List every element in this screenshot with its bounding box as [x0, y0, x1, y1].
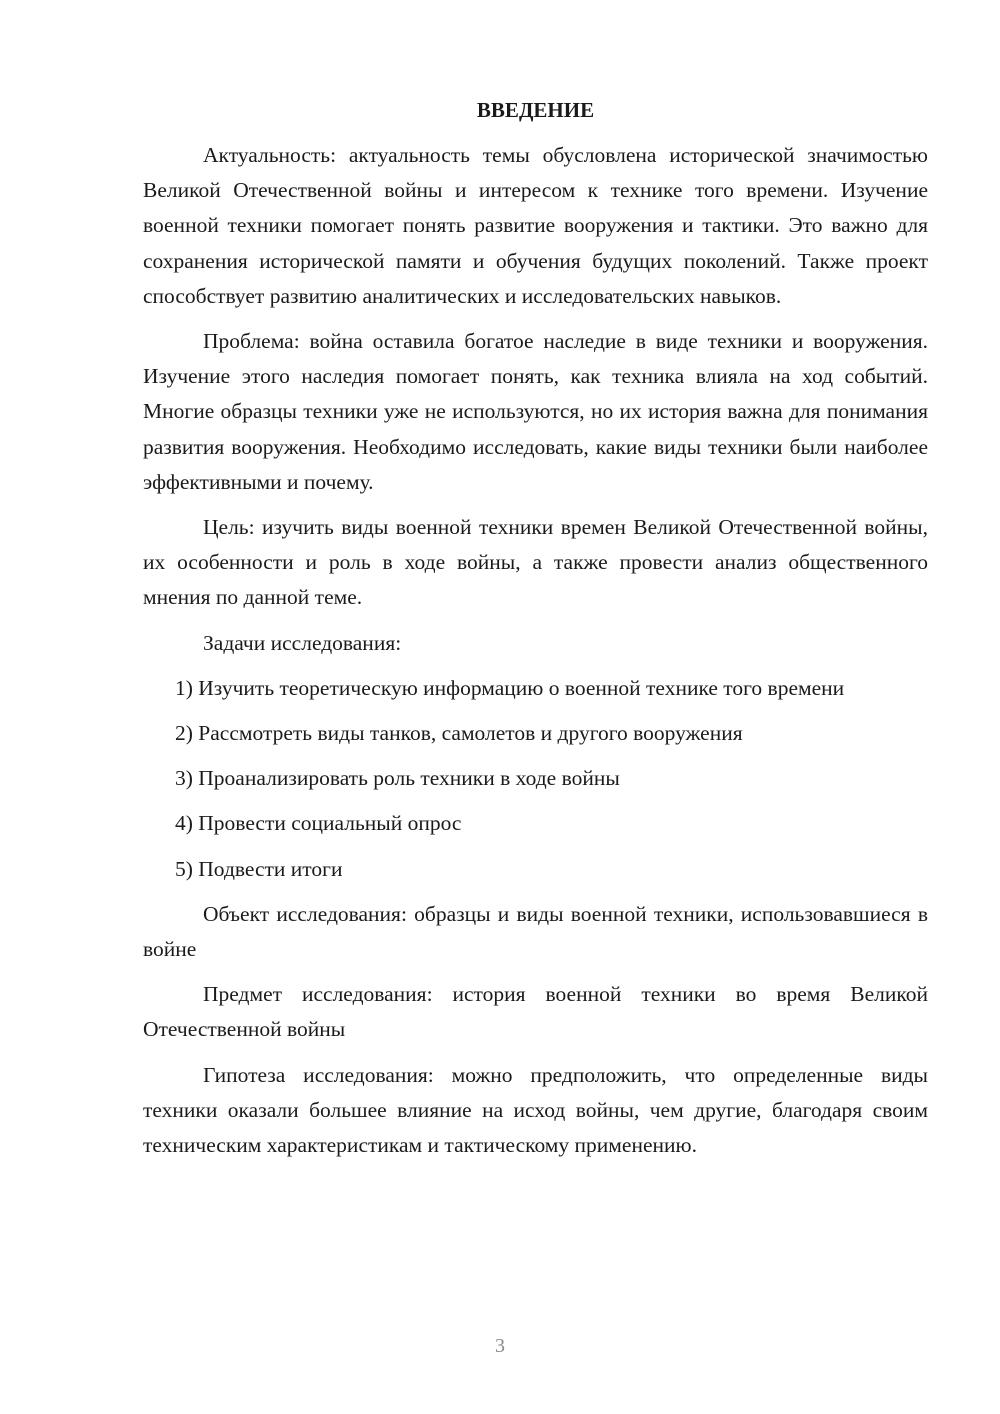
task-item: 2) Рассмотреть виды танков, самолетов и другого вооружения	[175, 721, 743, 746]
problem-paragraph: Проблема: война оставила богатое наследие в виде техники и вооружения. Изучение этого наследия помогает понять, как техника влияла на ход событий. Многие образцы техники уже не используются, но их история важна для понимания развития вооружения. Необходимо исследовать, какие виды техники были наиболее эффективными и почему.	[143, 329, 928, 494]
task-item: 5) Подвести итоги	[175, 856, 343, 881]
task-item: 1) Изучить теоретическую информацию о военной технике того времени	[175, 675, 845, 700]
page-number: 3	[495, 1335, 505, 1357]
object-paragraph: Объект исследования: образцы и виды военной техники, использовавшиеся в войне	[143, 901, 928, 962]
task-list	[143, 671, 928, 887]
tasks-heading: Задачи исследования:	[203, 630, 402, 655]
subject-paragraph: Предмет исследования: история военной техники во время Великой Отечественной войны	[143, 982, 928, 1042]
task-item: 4) Провести социальный опрос	[175, 811, 462, 836]
goal-paragraph: Цель: изучить виды военной техники времен Великой Отечественной войны, их особенности и роль в ходе войны, а также провести анализ общественного мнения по данной теме.	[143, 515, 928, 610]
hypothesis-paragraph: Гипотеза исследования: можно предположить, что определенные виды техники оказали большее влияние на исход войны, чем другие, благодаря своим техническим характеристикам и тактическому применению.	[143, 1062, 928, 1158]
section-title: ВВЕДЕНИЕ	[476, 98, 595, 122]
document-page	[143, 93, 928, 1173]
relevance-paragraph: Актуальность: актуальность темы обусловлена исторической значимостью Великой Отечественной войны и интересом к технике того времени. Изучение военной техники помогает понять развитие вооружения и тактики. Это важно для сохранения исторической памяти и обучения будущих поколений. Также проект способствует развитию аналитических и исследовательских навыков.	[143, 143, 928, 308]
task-item: 3) Проанализировать роль техники в ходе войны	[175, 766, 620, 791]
